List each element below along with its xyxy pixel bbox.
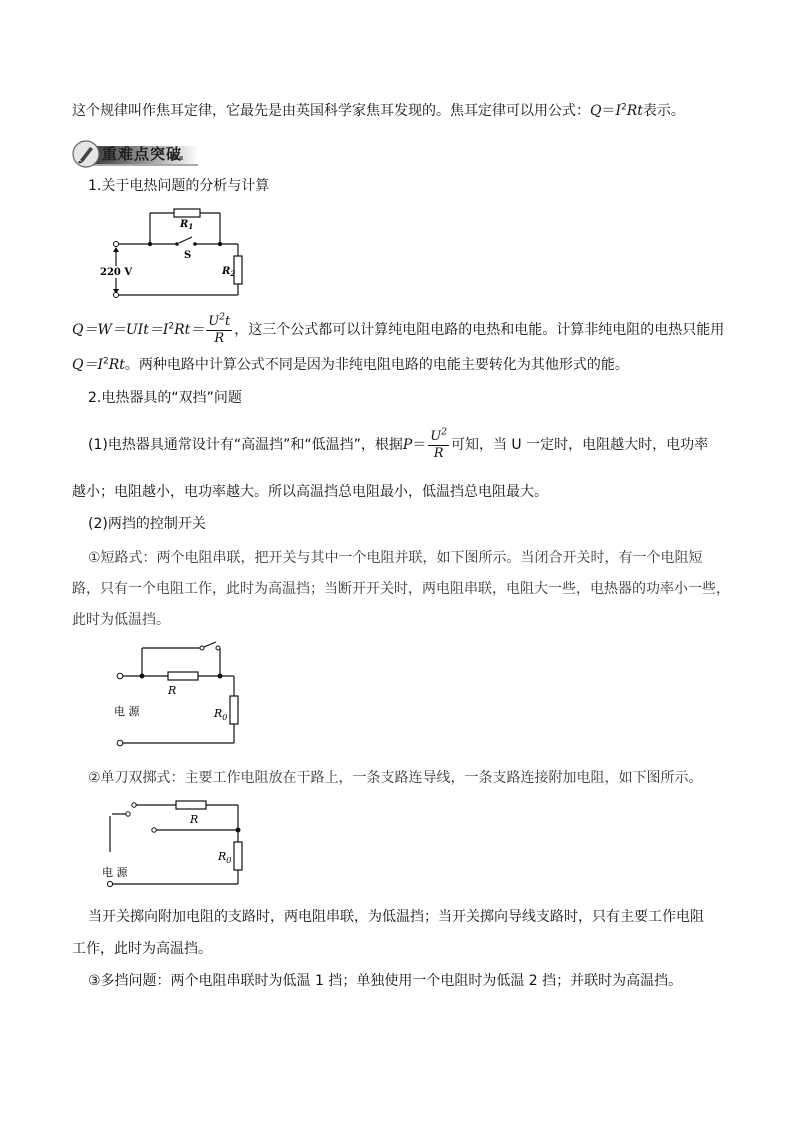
section1-heading: 1.关于电热问题的分析与计算 — [88, 178, 270, 194]
formula-lhs: Q＝W＝UIt＝I — [72, 322, 169, 338]
r1-label: $R_1$ — [180, 219, 194, 231]
spdt-line: ②单刀双掷式：主要工作电阻放在干路上，一条支路连导线，一条支路连接附加电阻，如下图所示。 — [88, 770, 703, 786]
circuit-diagram-3 — [100, 796, 260, 888]
r2-label: $R_2$ — [222, 266, 236, 278]
formula-fraction: $\frac{U^2t}{R}$ — [208, 312, 231, 346]
section2-p2-heading: (2)两挡的控制开关 — [88, 516, 206, 532]
section1-line2: $Q=I^2Rt$。两种电路中计算公式不同是因为非纯电阻电路的电能主要转化为其他形式的能。 — [72, 356, 629, 373]
formula-Q: Q — [590, 103, 602, 119]
r0-label: $R_0$ — [214, 707, 228, 722]
short-line3: 此时为低温挡。 — [72, 612, 170, 628]
formula-line — [72, 312, 724, 348]
switch-label: S — [184, 250, 192, 261]
formula-I: I — [615, 103, 622, 119]
multi-line: ③多挡问题：两个电阻串联时为低温 1 挡；单独使用一个电阻时为低温 2 挡；并联时为高温挡。 — [88, 973, 683, 989]
banner-title: 重难点突破 — [102, 145, 183, 163]
section2-p1: (1)电热器具通常设计有“高温挡”和“低温挡”，根据P＝ $\frac{U^2}{R}$ 可知，当 U 一定时，电阻越大时，电功率 — [88, 427, 709, 461]
formula-sup: 2 — [621, 102, 627, 113]
circuit-diagram-1 — [100, 200, 250, 300]
section2-heading: 2.电热器具的“双挡”问题 — [88, 390, 242, 406]
source-label-3: 电 源 — [102, 866, 128, 879]
intro-paragraph — [72, 101, 685, 121]
formula-mid: Rt＝ — [174, 322, 205, 338]
r0-label-3: $R_0$ — [218, 850, 232, 865]
r-label: R — [168, 684, 177, 697]
intro-text: 这个规律叫作焦耳定律，它最先是由英国科学家焦耳发现的。焦耳定律可以用公式： — [72, 103, 590, 119]
r-label-3: R — [190, 813, 199, 826]
short-line1: ①短路式：两个电阻串联，把开关与其中一个电阻并联，如下图所示。当闭合开关时，有一个电阻短 — [88, 550, 703, 566]
formula-lhs-sup: 2 — [168, 321, 175, 332]
formula-Rt: Rt — [626, 103, 643, 119]
circuit-diagram-2 — [108, 640, 248, 750]
short-line2: 路，只有一个电阻工作，此时为高温挡；当断开开关时，两电阻串联，电阻大一些，电热器的功率小一些， — [72, 581, 730, 597]
section2-p1-line2: 越小；电阻越小，电功率越大。所以高温挡总电阻最小，低温挡总电阻最大。 — [72, 484, 548, 500]
spdt-after2: 工作，此时为高温挡。 — [72, 941, 212, 957]
intro-after: 表示。 — [642, 103, 685, 119]
formula-eq: ＝ — [601, 103, 616, 119]
voltage-label: 220 V — [100, 267, 133, 278]
formula-text: ，这三个公式都可以计算纯电阻电路的电热和电能。计算非纯电阻的电热只能用 — [234, 322, 725, 338]
source-label: 电 源 — [114, 705, 140, 718]
spdt-after1: 当开关掷向附加电阻的支路时，两电阻串联，为低温挡；当开关掷向导线支路时，只有主要工作电阻 — [88, 909, 704, 925]
